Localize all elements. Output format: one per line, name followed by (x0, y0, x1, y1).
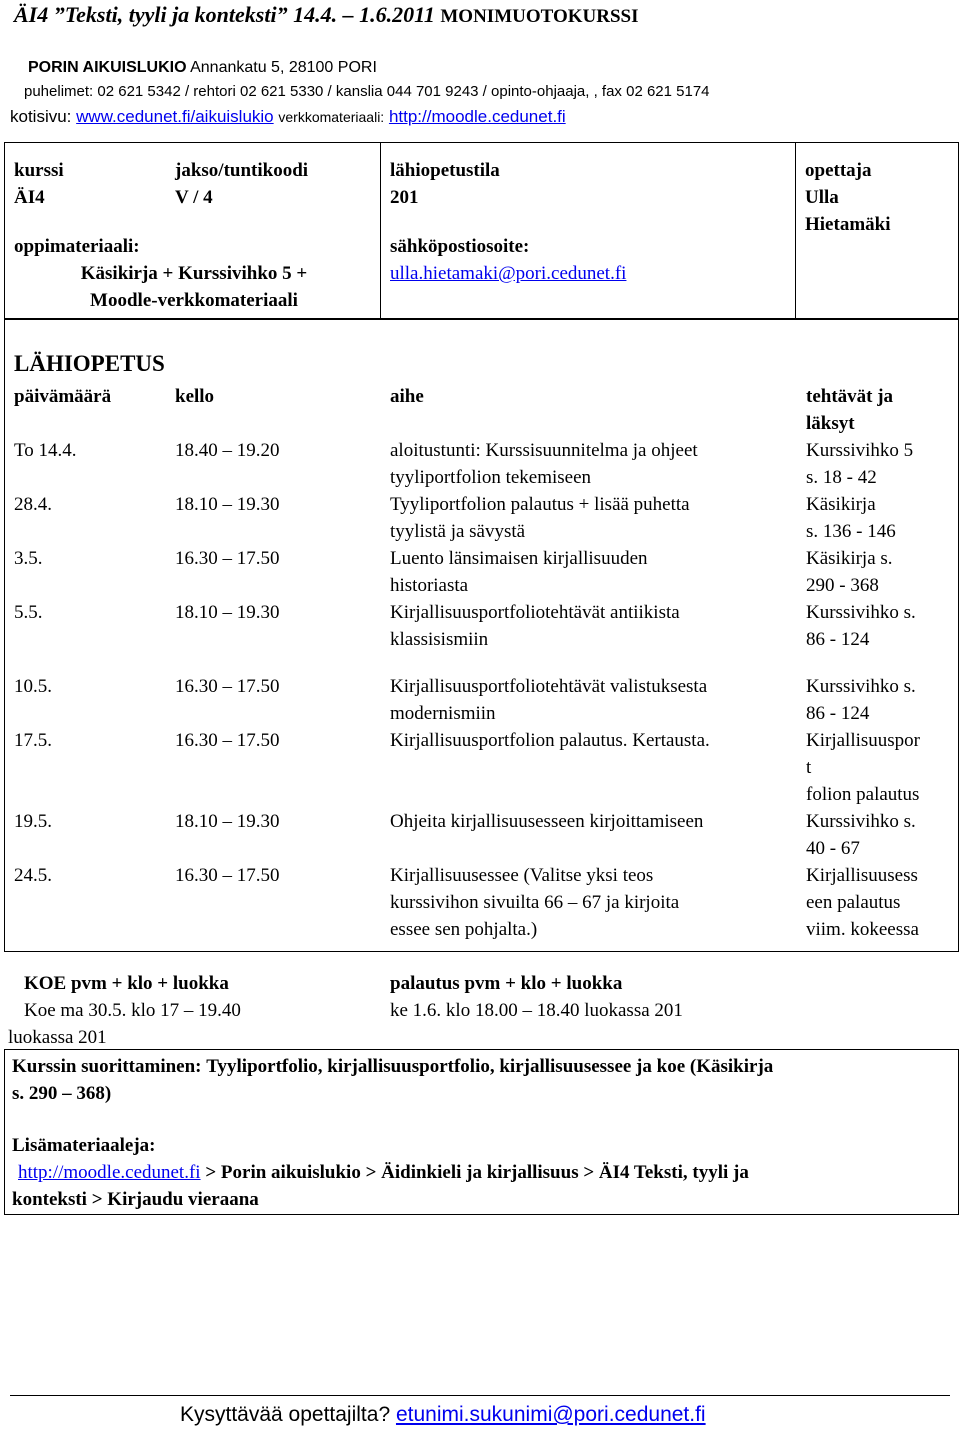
schedule-cell-line: tyylistä ja sävystä (390, 521, 526, 542)
schedule-cell-topic (390, 599, 680, 653)
schedule-cell-line: modernismiin (390, 703, 496, 724)
col-tasks-header: tehtävät ja läksyt (806, 386, 894, 434)
schedule-cell-line: folion palautus (806, 784, 920, 805)
schedule-cell-date: 24.5. (14, 865, 52, 886)
col-time-header: kello (175, 386, 215, 407)
completion-text: Kurssin suorittaminen: Tyyliportfolio, kirjallisuusportfolio, kirjallisuusessee ja koe (Käsikirja s. 290 – 368) (12, 1056, 774, 1104)
schedule-cell-time: 16.30 – 17.50 (175, 676, 280, 697)
schedule-cell-line: Kurssivihko s. (806, 602, 916, 623)
footer-divider (10, 1395, 950, 1396)
schedule-cell-line: Kirjallisuusportfoliotehtävät valistuksesta (390, 676, 708, 697)
schedule-cell-line: Ohjeita kirjallisuusesseen kirjoittamiseen (390, 811, 704, 832)
schedule-cell-line: essee sen pohjalta.) (390, 919, 538, 940)
schedule-cell-line: viim. kokeessa (806, 919, 919, 940)
schedule-cell-topic (390, 862, 679, 943)
document-title: ÄI4 ”Teksti, tyyli ja konteksti” 14.4. – 1.6.2011 MONIMUOTOKURSSI (14, 2, 639, 27)
moodle-link[interactable]: http://moodle.cedunet.fi (388, 107, 566, 126)
schedule-cell-tasks (806, 727, 920, 808)
schedule-cell-tasks (806, 862, 919, 943)
schedule-cell-date: 3.5. (14, 548, 43, 569)
schedule-cell-date: 10.5. (14, 676, 52, 697)
extra-moodle-link[interactable]: http://moodle.cedunet.fi (18, 1162, 201, 1183)
schedule-cell-time: 18.40 – 19.20 (175, 440, 280, 461)
schedule-cell-line: Käsikirja s. (806, 548, 893, 569)
schedule-cell-tasks (806, 437, 913, 491)
schedule-cell-topic (390, 545, 648, 599)
exam-info: KOE pvm + klo + luokka Koe ma 30.5. klo 17 – 19.40 (24, 973, 241, 1021)
materials-info: oppimateriaali: Käsikirja + Kurssivihko 5 + Moodle-verkkomateriaali (14, 236, 308, 311)
schedule-cell-line: t (806, 757, 812, 778)
teacher-info: opettaja Ulla Hietamäki (805, 160, 891, 235)
schedule-cell-tasks (806, 545, 893, 599)
schedule-cell-tasks (806, 599, 916, 653)
schedule-cell-line: 86 - 124 (806, 629, 870, 650)
phone-line: puhelimet: 02 621 5342 / rehtori 02 621 5330 / kanslia 044 701 9243 / opinto-ohjaaja, , fax 02 621 5174 (24, 83, 710, 100)
schedule-cell-time: 16.30 – 17.50 (175, 730, 280, 751)
schedule-cell-topic (390, 437, 698, 491)
schedule-cell-line: Kurssivihko 5 (806, 440, 914, 461)
extra-material: Lisämateriaaleja: http://moodle.cedunet.fi > Porin aikuislukio > Äidinkieli ja kirjallisuus > ÄI4 Teksti, tyyli ja konteksti > Kirjaudu vieraana (12, 1135, 749, 1210)
schedule-cell-line: tyyliportfolion tekemiseen (390, 467, 592, 488)
schedule-cell-time: 16.30 – 17.50 (175, 548, 280, 569)
schedule-cell-line: Käsikirja (806, 494, 876, 515)
schedule-cell-line: kurssivihon sivuilta 66 – 67 ja kirjoita (390, 892, 680, 913)
schedule-cell-line: aloitustunti: Kurssisuunnitelma ja ohjeet (390, 440, 698, 461)
schedule-cell-tasks (806, 808, 916, 862)
room-info: lähiopetustila 201 (390, 160, 500, 208)
return-info: palautus pvm + klo + luokka ke 1.6. klo 18.00 – 18.40 luokassa 201 (390, 973, 683, 1021)
schedule-cell-tasks (806, 673, 916, 727)
schedule-cell-line: Tyyliportfolion palautus + lisää puhetta (390, 494, 690, 515)
schedule-cell-line: s. 18 - 42 (806, 467, 877, 488)
schedule-cell-line: 40 - 67 (806, 838, 860, 859)
schedule-cell-line: Kurssivihko s. (806, 676, 916, 697)
schedule-cell-line: Kurssivihko s. (806, 811, 916, 832)
school-line: PORIN AIKUISLUKIO Annankatu 5, 28100 PORI (28, 59, 377, 76)
schedule-cell-line: s. 136 - 146 (806, 521, 896, 542)
schedule-cell-line: Kirjallisuuspor (806, 730, 920, 751)
col-topic-header: aihe (390, 386, 424, 407)
schedule-cell-topic (390, 491, 690, 545)
schedule-cell-line: historiasta (390, 575, 469, 596)
schedule-cell-date: 17.5. (14, 730, 52, 751)
schedule-cell-line: Luento länsimaisen kirjallisuuden (390, 548, 648, 569)
email-info: sähköpostiosoite: ulla.hietamaki@pori.cedunet.fi (390, 233, 626, 287)
schedule-cell-line: Kirjallisuusportfoliotehtävät antiikista (390, 602, 680, 623)
schedule-cell-line: 86 - 124 (806, 703, 870, 724)
schedule-cell-line: Kirjallisuusportfolion palautus. Kertausta. (390, 730, 710, 751)
schedule-cell-topic (390, 727, 710, 754)
schedule-cell-line: 290 - 368 (806, 575, 879, 596)
schedule-cell-topic (390, 673, 707, 727)
homepage-link[interactable]: www.cedunet.fi/aikuislukio (76, 107, 274, 126)
schedule-cell-line: klassisismiin (390, 629, 489, 650)
exam-room: luokassa 201 (8, 1027, 107, 1048)
schedule-cell-time: 16.30 – 17.50 (175, 865, 280, 886)
schedule-cell-date: 28.4. (14, 494, 52, 515)
schedule-cell-line: Kirjallisuusessee (Valitse yksi teos (390, 865, 654, 886)
col-date-header: päivämäärä (14, 386, 112, 407)
footer-contact: Kysyttävää opettajilta? etunimi.sukunimi@pori.cedunet.fi (180, 1403, 706, 1426)
schedule-cell-tasks (806, 491, 896, 545)
teacher-email-link[interactable]: ulla.hietamaki@pori.cedunet.fi (390, 263, 627, 284)
schedule-cell-date: To 14.4. (14, 440, 77, 461)
schedule-cell-line: een palautus (806, 892, 901, 913)
schedule-cell-date: 19.5. (14, 811, 52, 832)
schedule-cell-date: 5.5. (14, 602, 43, 623)
schedule-cell-line: Kirjallisuusess (806, 865, 918, 886)
footer-email-link[interactable]: etunimi.sukunimi@pori.cedunet.fi (395, 1403, 706, 1426)
course-info: kurssi ÄI4 (14, 160, 64, 208)
homepage-line: kotisivu: www.cedunet.fi/aikuislukio verkkomateriaali: http://moodle.cedunet.fi (10, 107, 566, 126)
schedule-cell-topic (390, 808, 703, 835)
schedule-cell-time: 18.10 – 19.30 (175, 602, 280, 623)
period-info: jakso/tuntikoodi V / 4 (175, 160, 309, 208)
schedule-cell-time: 18.10 – 19.30 (175, 494, 280, 515)
schedule-heading: LÄHIOPETUS (14, 351, 165, 376)
schedule-cell-time: 18.10 – 19.30 (175, 811, 280, 832)
